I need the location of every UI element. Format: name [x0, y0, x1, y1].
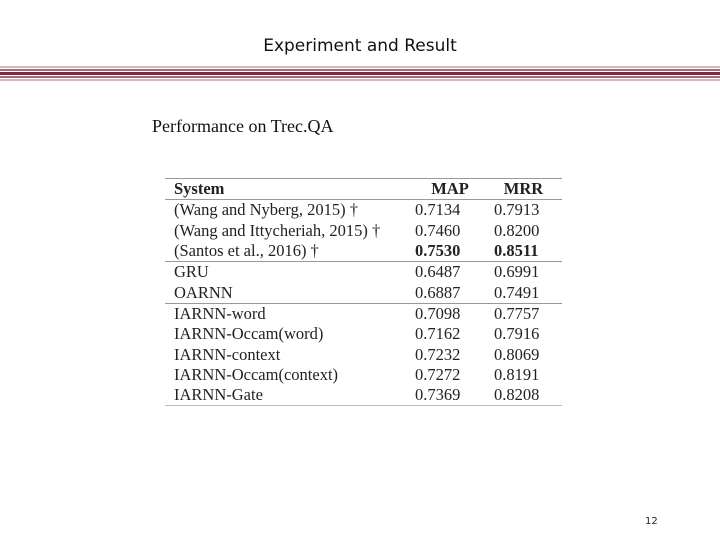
- cell-system: (Wang and Ittycheriah, 2015) †: [174, 220, 381, 240]
- table-header-row: [165, 179, 562, 200]
- slide-title: Experiment and Result: [263, 36, 457, 56]
- cell-mrr: 0.6991: [485, 262, 562, 283]
- results-table: [165, 178, 562, 406]
- slide-subtitle: Performance on Trec.QA: [152, 116, 334, 136]
- table-row: [165, 385, 562, 406]
- header-mrr: MRR: [503, 179, 544, 199]
- header-system: System: [174, 179, 225, 199]
- table-row: [165, 200, 562, 221]
- cell-mrr: 0.7916: [494, 324, 540, 344]
- table-row: [165, 324, 562, 344]
- cell-mrr: 0.8069: [494, 344, 540, 364]
- cell-map: 0.7098: [406, 303, 485, 324]
- cell-system: IARNN-word: [165, 303, 406, 324]
- cell-map: 0.7272: [415, 364, 461, 384]
- cell-map: 0.7162: [415, 324, 461, 344]
- table-row: [165, 344, 562, 364]
- cell-system: GRU: [165, 262, 406, 283]
- cell-map: 0.7232: [415, 344, 461, 364]
- cell-mrr: 0.7757: [485, 303, 562, 324]
- cell-mrr: 0.8191: [494, 364, 540, 384]
- table-row: [165, 303, 562, 324]
- cell-system: IARNN-context: [174, 344, 281, 364]
- cell-map-best: 0.7530: [415, 241, 461, 261]
- cell-map: 0.7460: [415, 220, 461, 240]
- header-map: MAP: [431, 179, 469, 199]
- table-row: [165, 365, 562, 385]
- cell-system: (Santos et al., 2016) †: [174, 241, 319, 261]
- cell-mrr-best: 0.8511: [494, 241, 539, 261]
- cell-mrr: 0.8208: [485, 385, 562, 406]
- title-divider: [0, 66, 720, 82]
- cell-system: (Wang and Nyberg, 2015) †: [174, 200, 358, 220]
- table-row: [165, 221, 562, 241]
- cell-map: 0.7369: [406, 385, 485, 406]
- cell-system: OARNN: [174, 282, 233, 302]
- table-row: [165, 262, 562, 283]
- cell-map: 0.6887: [415, 282, 461, 302]
- cell-mrr: 0.8200: [494, 220, 540, 240]
- cell-map: 0.7134: [415, 200, 461, 220]
- cell-system: IARNN-Occam(word): [174, 324, 324, 344]
- cell-map: 0.6487: [406, 262, 485, 283]
- cell-mrr: 0.7491: [494, 282, 540, 302]
- table-row: [165, 241, 562, 262]
- cell-system: IARNN-Occam(context): [174, 364, 339, 384]
- table-row: [165, 282, 562, 303]
- cell-system: IARNN-Gate: [165, 385, 406, 406]
- cell-mrr: 0.7913: [494, 200, 540, 220]
- page-number: 12: [645, 516, 658, 527]
